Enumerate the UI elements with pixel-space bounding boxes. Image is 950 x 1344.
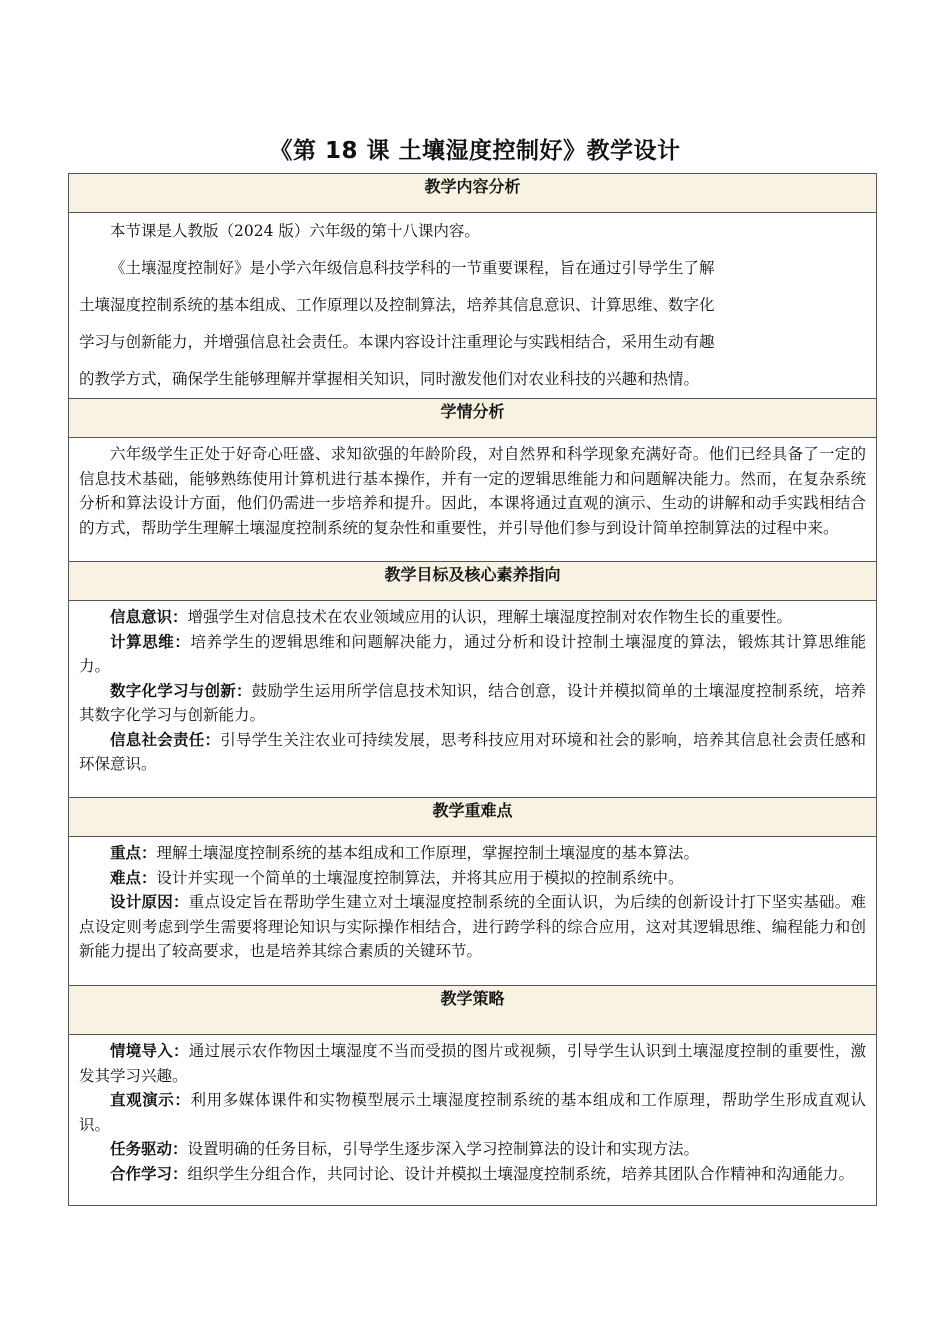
paragraph: 学习与创新能力，并增强信息社会责任。本课内容设计注重理论与实践相结合，采用生动有趣 [79,333,715,351]
section-body-row [69,601,877,798]
paragraph: 本节课是人教版（2024 版）六年级的第十八课内容。 [110,222,480,240]
list-item [69,605,876,630]
page-title: 《第 18 课 土壤湿度控制好》教学设计 [269,138,681,164]
paragraph: 《土壤湿度控制好》是小学六年级信息科技学科的一节重要课程，旨在通过引导学生了解 [110,259,715,277]
item-label: 计算思维： [110,631,191,651]
item-text: 组织学生分组合作，共同讨论、设计并模拟土壤湿度控制系统，培养其团队合作精神和沟通能力。 [187,1164,855,1183]
section-body-strategies [69,1035,877,1206]
list-item [69,679,876,728]
item-text: 增强学生对信息技术在农业领域应用的认识，理解土壤湿度控制对农作物生长的重要性。 [187,608,793,626]
section-body-student-analysis [69,438,877,562]
section-header-content-analysis: 教学内容分析 [69,174,877,213]
list-item [69,1162,876,1187]
item-label: 设计原因： [110,892,189,911]
list-item [69,890,876,964]
item-label: 直观演示： [110,1090,191,1109]
item-text: 设置明确的任务目标，引导学生逐步深入学习控制算法的设计和实现方法。 [187,1140,700,1158]
lesson-design-table [68,173,877,1206]
section-body-key-points [69,837,877,986]
item-text: 通过展示农作物因土壤湿度不当而受损的图片或视频，引导学生认识到土壤湿度控制的重要性，激发其学习兴趣。 [79,1042,866,1085]
paragraph: 六年级学生正处于好奇心旺盛、求知欲强的年龄阶段，对自然界和科学现象充满好奇。他们已经具备了一定的信息技术基础，能够熟练使用计算机进行基本操作，并有一定的逻辑思维能力和问题解决能力。然而，在复杂系统分析和算法设计方面，他们仍需进一步培养和提升。因此，本课将通过直观的演示、生动的讲解和动手实践相结合的方式，帮助学生理解土壤湿度控制系统的复杂性和重要性，并引导他们参与到设计简单控制算法的过程中来。 [79,445,866,537]
list-item [69,841,876,866]
item-text: 引导学生关注农业可持续发展，思考科技应用对环境和社会的影响，培养其信息社会责任感和环保意识。 [79,730,866,773]
item-label: 数字化学习与创新： [110,680,252,700]
section-body-objectives [69,601,877,798]
item-text: 培养学生的逻辑思维和问题解决能力，通过分析和设计控制土壤湿度的算法，锻炼其计算思维能力。 [79,632,866,675]
section-body-row [69,837,877,986]
item-text: 利用多媒体课件和实物模型展示土壤湿度控制系统的基本组成和工作原理，帮助学生形成直观认识。 [79,1091,866,1134]
section-header-row [69,986,877,1035]
list-item [69,1088,876,1137]
section-header-key-points: 教学重难点 [69,798,877,837]
section-header-row [69,399,877,438]
item-text: 理解土壤湿度控制系统的基本组成和工作原理，掌握控制土壤湿度的基本算法。 [156,844,700,862]
list-item [69,1039,876,1088]
list-item [69,866,876,891]
item-label: 信息意识： [110,607,188,626]
section-header-row [69,798,877,837]
section-header-row [69,562,877,601]
item-label: 信息社会责任： [110,729,221,749]
item-label: 情境导入： [110,1041,189,1060]
item-label: 难点： [110,867,157,887]
item-text: 鼓励学生运用所学信息技术知识，结合创意，设计并模拟简单的土壤湿度控制系统，培养其数字化学习与创新能力。 [79,681,866,724]
list-item [69,630,876,679]
section-body-content-analysis [69,213,877,399]
item-text: 设计并实现一个简单的土壤湿度控制算法，并将其应用于模拟的控制系统中。 [156,868,684,887]
item-label: 任务驱动： [110,1139,188,1158]
section-header-objectives: 教学目标及核心素养指向 [69,562,877,601]
item-text: 重点设定旨在帮助学生建立对土壤湿度控制系统的全面认识，为后续的创新设计打下坚实基础。难点设定则考虑到学生需要将理论知识与实际操作相结合，进行跨学科的综合应用，这对其逻辑思维、编程能力和创新能力提出了较高要求，也是培养其综合素质的关键环节。 [79,893,866,960]
paragraph: 土壤湿度控制系统的基本组成、工作原理以及控制算法，培养其信息意识、计算思维、数字化 [79,296,715,314]
section-body-row [69,213,877,399]
section-body-row [69,438,877,562]
section-header-strategies: 教学策略 [69,986,877,1035]
list-item [69,728,876,777]
section-header-student-analysis: 学情分析 [69,399,877,438]
item-label: 合作学习： [110,1163,188,1183]
section-header-row [69,174,877,213]
item-label: 重点： [110,843,157,862]
list-item [69,1137,876,1162]
section-body-row [69,1035,877,1206]
paragraph: 的教学方式，确保学生能够理解并掌握相关知识，同时激发他们对农业科技的兴趣和热情。 [79,370,700,388]
